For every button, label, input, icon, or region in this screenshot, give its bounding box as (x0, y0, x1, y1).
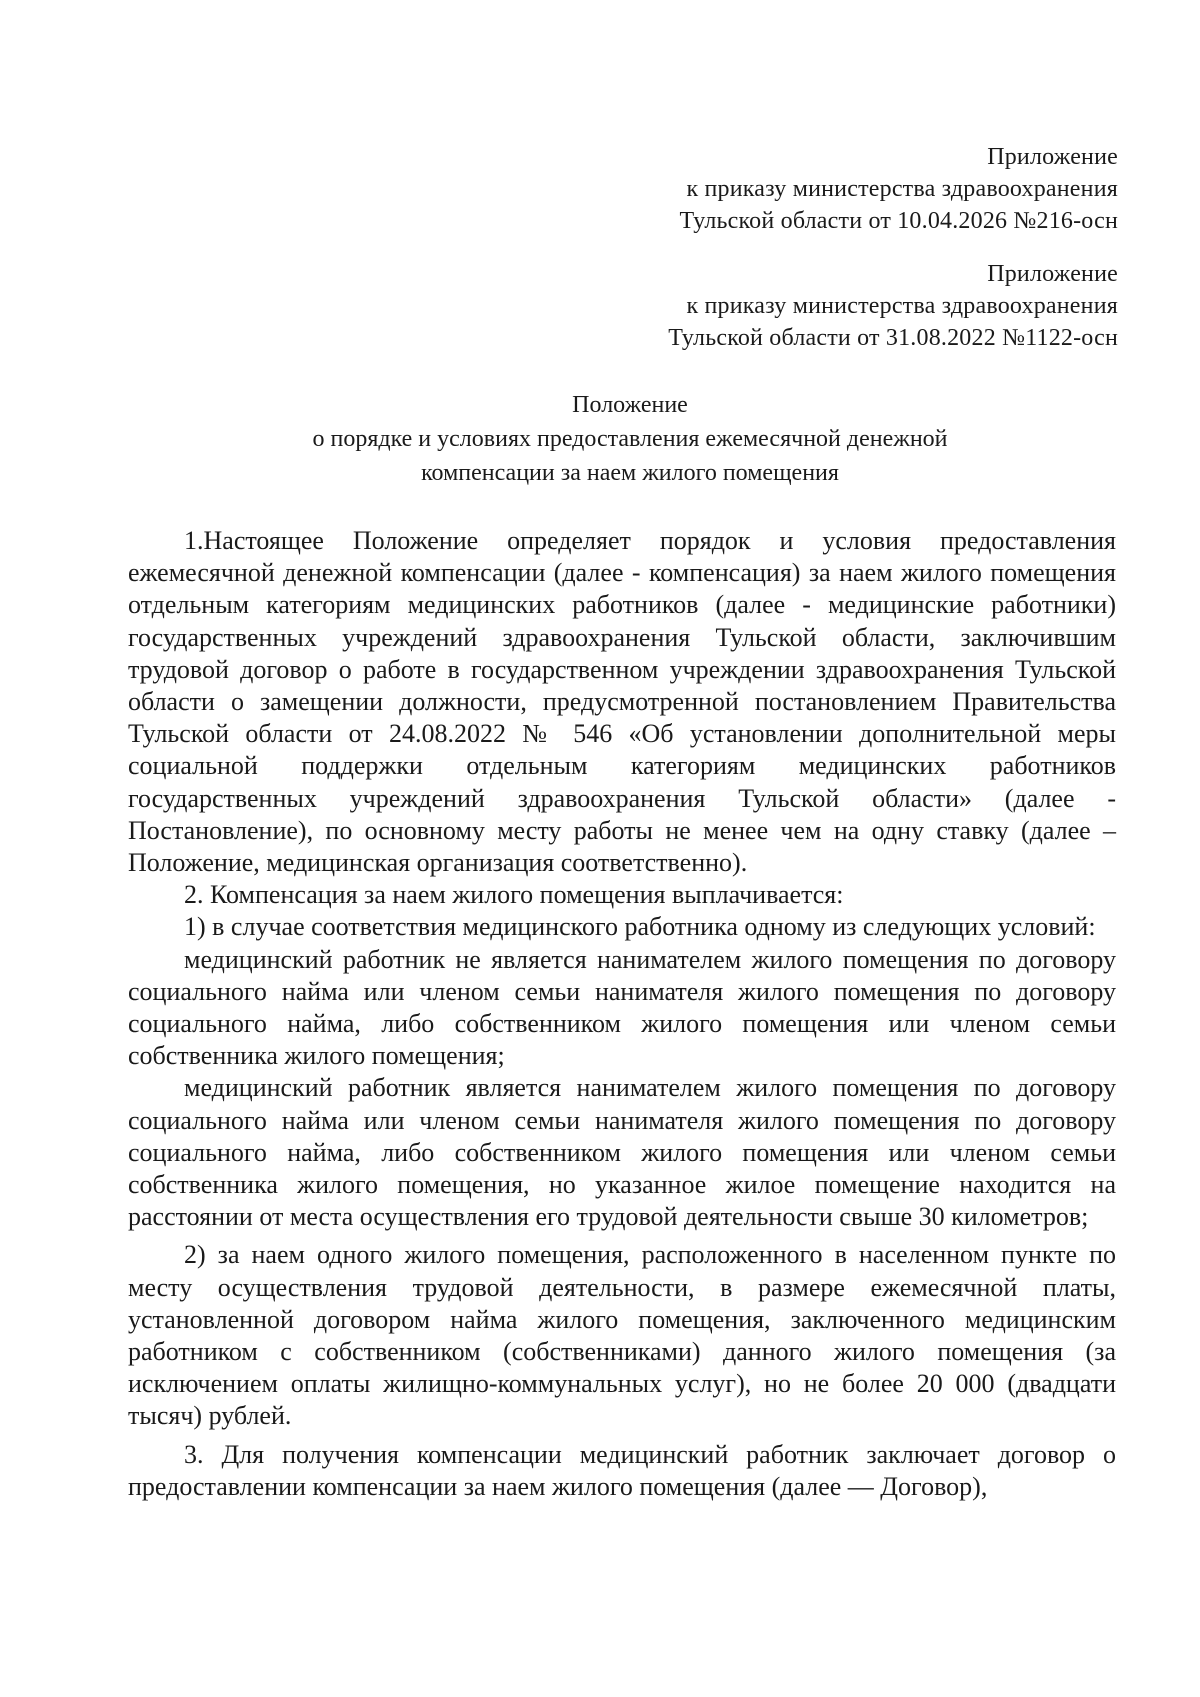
paragraph-1: 1.Настоящее Положение определяет порядок и условия предоставления ежемесячной денежной компенсации (далее - компенсация) за наем жилого помещения отдельным категориям медицинских работников (далее - медицинские работники) государственных учреждений здравоохранения Тульской области, заключившим трудовой договор о работе в государственном учреждении здравоохранения Тульской области о замещении должности, предусмотренной постановлением Правительства Тульской области от 24.08.2022 № 546 «Об установлении дополнительной меры социальной поддержки отдельным категориям медицинских работников государственных учреждений здравоохранения Тульской области» (далее - Постановление), по основному месту работы не менее чем на одну ставку (далее – Положение, медицинская организация соответственно). (128, 526, 1116, 878)
title-heading: Положение (572, 392, 688, 418)
document-body (128, 525, 1116, 1503)
appendix-order-ref: к приказу министерства здравоохранения (686, 176, 1118, 202)
appendix-order-ref: к приказу министерства здравоохранения (686, 293, 1118, 319)
title-subheading-line1: о порядке и условиях предоставления ежемесячной денежной (312, 426, 948, 452)
appendix-label: Приложение (987, 261, 1118, 287)
document-title (180, 388, 1080, 490)
title-subheading-line2: компенсации за наем жилого помещения (421, 460, 839, 486)
appendix-header-original (668, 258, 1118, 354)
paragraph-2-item-2: 2) за наем одного жилого помещения, расположенного в населенном пункте по месту осуществления трудовой деятельности, в размере ежемесячной платы, установленной договором найма жилого помещения, заключенного медицинским работником с собственником (собственниками) данного жилого помещения (за исключением оплаты жилищно-коммунальных услуг), но не более 20 000 (двадцати тысяч) рублей. (128, 1240, 1116, 1431)
paragraph-2: 2. Компенсация за наем жилого помещения выплачивается: (184, 880, 844, 910)
appendix-order-date: Тульской области от 31.08.2022 №1122-осн (668, 325, 1118, 351)
condition-1: медицинский работник не является нанимателем жилого помещения по договору социального найма или членом семьи нанимателя жилого помещения по договору социального найма, либо собственником жилого помещения или членом семьи собственника жилого помещения; (128, 944, 1116, 1071)
appendix-label: Приложение (987, 144, 1118, 170)
appendix-order-date: Тульской области от 10.04.2026 №216-осн (679, 208, 1118, 234)
paragraph-2-item-1: 1) в случае соответствия медицинского работника одному из следующих условий: (184, 912, 1096, 942)
condition-2: медицинский работник является нанимателем жилого помещения по договору социального найма или членом семьи нанимателя жилого помещения по договору социального найма, либо собственником жилого помещения или членом семьи собственника жилого помещения, но указанное жилое помещение находится на расстоянии от места осуществления его трудовой деятельности свыше 30 километров; (128, 1073, 1116, 1232)
paragraph-3: 3. Для получения компенсации медицинский работник заключает договор о предоставлении компенсации за наем жилого помещения (далее — Договор), (128, 1439, 1116, 1501)
appendix-header-current (680, 141, 1118, 237)
